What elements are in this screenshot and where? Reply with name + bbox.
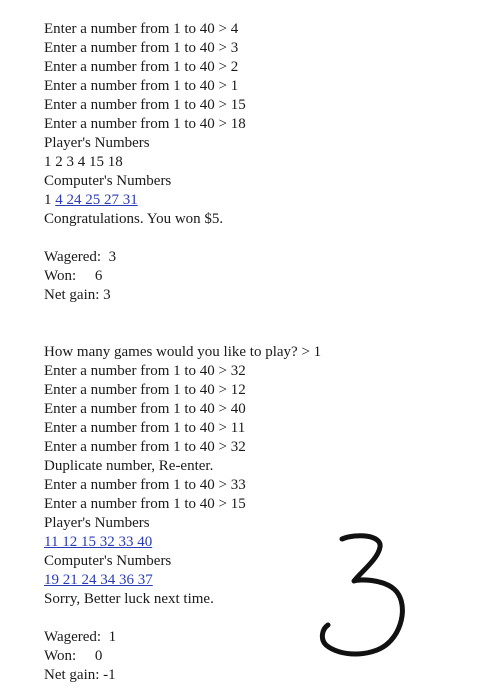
handwritten-three-stroke	[322, 536, 402, 654]
entry-line: Enter a number from 1 to 40 > 3	[44, 40, 239, 56]
entry-line: Enter a number from 1 to 40 > 18	[44, 116, 246, 132]
won-line: Won: 6	[44, 268, 103, 284]
computer-numbers-link[interactable]: 19 21 24 34 36 37	[44, 572, 153, 588]
entry-line: Enter a number from 1 to 40 > 32	[44, 363, 246, 379]
entry-line: Enter a number from 1 to 40 > 15	[44, 97, 246, 113]
duplicate-message: Duplicate number, Re-enter.	[44, 458, 214, 474]
entry-line: Enter a number from 1 to 40 > 12	[44, 382, 246, 398]
wagered-line: Wagered: 1	[44, 629, 117, 645]
computer-numbers-link[interactable]: 4 24 25 27 31	[55, 192, 138, 208]
computer-numbers-label: Computer's Numbers	[44, 553, 172, 569]
wagered-line: Wagered: 3	[44, 249, 117, 265]
player-numbers-label: Player's Numbers	[44, 515, 150, 531]
spacer	[44, 324, 464, 343]
entry-line: Enter a number from 1 to 40 > 2	[44, 59, 239, 75]
handwritten-three	[312, 525, 412, 665]
entry-line: Enter a number from 1 to 40 > 33	[44, 477, 246, 493]
player-numbers-label: Player's Numbers	[44, 135, 150, 151]
entry-line: Enter a number from 1 to 40 > 4	[44, 21, 239, 37]
spacer	[44, 305, 464, 324]
entry-line: Enter a number from 1 to 40 > 15	[44, 496, 246, 512]
net-gain-line: Net gain: 3	[44, 287, 111, 303]
spacer	[44, 229, 464, 248]
result-message: Sorry, Better luck next time.	[44, 591, 214, 607]
computer-numbers-prefix: 1	[44, 192, 56, 208]
entry-line: Enter a number from 1 to 40 > 40	[44, 401, 246, 417]
player-numbers: 1 2 3 4 15 18	[44, 154, 123, 170]
computer-numbers	[44, 191, 464, 210]
player-numbers-link[interactable]: 11 12 15 32 33 40	[44, 534, 153, 550]
entry-line: Enter a number from 1 to 40 > 11	[44, 420, 246, 436]
games-prompt: How many games would you like to play? > 1	[44, 344, 322, 360]
computer-numbers-label: Computer's Numbers	[44, 173, 172, 189]
entry-line: Enter a number from 1 to 40 > 32	[44, 439, 246, 455]
won-line: Won: 0	[44, 648, 103, 664]
result-message: Congratulations. You won $5.	[44, 211, 224, 227]
entry-line: Enter a number from 1 to 40 > 1	[44, 78, 239, 94]
net-gain-line: Net gain: -1	[44, 667, 116, 683]
